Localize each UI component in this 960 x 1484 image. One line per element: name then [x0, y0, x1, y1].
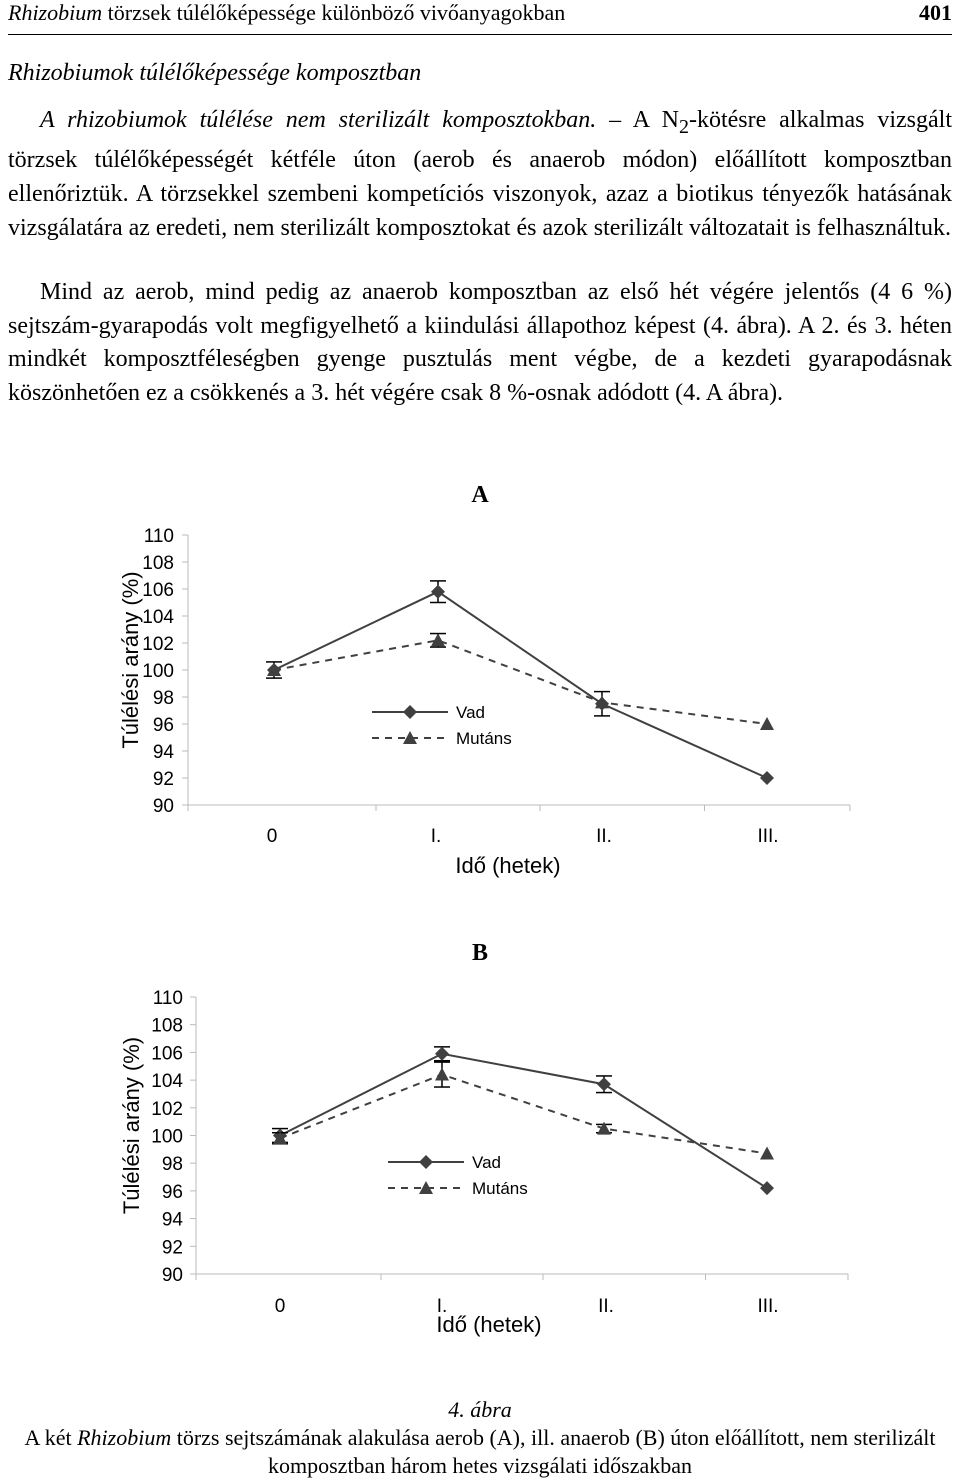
- chart-b: [0, 930, 960, 1350]
- y-tick-label: 90: [152, 796, 174, 817]
- y-tick-label: 108: [151, 1015, 183, 1037]
- y-tick-label: 110: [143, 526, 174, 547]
- series-line-vad: [280, 1054, 767, 1188]
- y-axis-label: Túlélési arány (%): [118, 571, 143, 749]
- y-tick-label: 108: [142, 553, 174, 574]
- data-point-triangle: [435, 1068, 449, 1081]
- x-tick-label: 0: [266, 826, 278, 847]
- x-tick-label: III.: [757, 1296, 779, 1317]
- paragraph-1-subscript: 2: [678, 115, 689, 138]
- y-tick-label: 98: [161, 1154, 183, 1176]
- data-point-diamond: [431, 585, 445, 599]
- legend-marker-diamond: [419, 1155, 433, 1169]
- data-point-diamond: [435, 1047, 449, 1061]
- y-axis-label: Túlélési arány (%): [119, 1036, 144, 1215]
- page-number: 401: [919, 0, 952, 25]
- x-tick-label: III.: [757, 826, 779, 847]
- paragraph-1-text-a: – A N: [596, 107, 679, 133]
- figure-caption: [8, 1424, 952, 1480]
- data-point-triangle: [597, 1122, 611, 1135]
- y-tick-label: 96: [161, 1181, 183, 1203]
- x-tick-label: II.: [596, 826, 612, 847]
- figure-caption-italic: Rhizobium: [77, 1425, 172, 1450]
- chart-title: B: [471, 940, 489, 966]
- running-header: [8, 0, 952, 35]
- x-tick-label: 0: [274, 1296, 286, 1317]
- section-title: Rhizobiumok túlélőképessége komposztban: [8, 60, 422, 86]
- running-header-title: [8, 0, 565, 26]
- y-tick-label: 90: [161, 1265, 183, 1286]
- x-axis-label: Idő (hetek): [455, 853, 561, 878]
- data-point-triangle: [431, 633, 445, 646]
- y-tick-label: 106: [151, 1043, 183, 1065]
- running-header-title-italic: Rhizobium: [8, 0, 103, 25]
- paragraph-1: [8, 104, 952, 245]
- legend-label-vad: Vad: [472, 1153, 501, 1172]
- running-header-title-rest: törzsek túlélőképessége különböző vivőanyagokban: [102, 0, 566, 25]
- paragraph-1-lead: A rhizobiumok túlélése nem sterilizált komposztokban.: [40, 107, 597, 133]
- y-tick-label: 104: [142, 607, 174, 628]
- y-tick-label: 98: [152, 688, 174, 709]
- figure-number: 4. ábra: [448, 1397, 512, 1422]
- data-point-diamond: [597, 1077, 611, 1091]
- legend-label-vad: Vad: [456, 703, 485, 722]
- y-tick-label: 104: [151, 1071, 183, 1093]
- x-axis-label: Idő (hetek): [436, 1312, 542, 1337]
- figure-caption-text-a: A két: [24, 1425, 78, 1450]
- y-tick-label: 94: [161, 1209, 183, 1231]
- x-tick-label: I.: [430, 826, 442, 847]
- series-line-mutáns: [274, 640, 767, 724]
- y-tick-label: 102: [151, 1098, 183, 1120]
- y-tick-label: 92: [161, 1237, 183, 1259]
- chart-a: [0, 470, 960, 890]
- y-tick-label: 94: [152, 742, 174, 763]
- legend-label-mutáns: Mutáns: [456, 729, 512, 748]
- data-point-triangle: [760, 1147, 774, 1160]
- y-tick-label: 100: [142, 661, 174, 682]
- y-tick-label: 102: [142, 634, 174, 655]
- legend-label-mutáns: Mutáns: [472, 1179, 528, 1198]
- paragraph-1-text-b: -kötésre alkalmas vizsgált törzsek túlélőképességét kétféle úton (aerob és anaerob módon) előállított komposztban ellenőriztük. A törzsekkel szembeni kompetíciós viszonyok, azaz a biotikus tényezők hatásának vizsgálatára az eredeti, nem sterilizált komposztokat és azok sterilizált változatait is felhasználtuk.: [8, 107, 952, 241]
- chart-title: A: [471, 482, 489, 508]
- y-tick-label: 92: [152, 769, 174, 790]
- data-point-diamond: [760, 1181, 774, 1195]
- y-tick-label: 100: [151, 1126, 183, 1148]
- data-point-diamond: [760, 771, 774, 785]
- legend-marker-diamond: [403, 705, 417, 719]
- series-line-mutáns: [280, 1075, 767, 1154]
- y-tick-label: 96: [152, 715, 174, 736]
- x-tick-label: I.: [436, 1296, 448, 1317]
- data-point-triangle: [760, 717, 774, 730]
- series-line-vad: [274, 592, 767, 778]
- y-tick-label: 106: [142, 580, 174, 601]
- paragraph-2: Mind az aerob, mind pedig az anaerob komposztban az első hét végére jelentős (4 6 %) sejtszám-gyarapodás volt megfigyelhető a kiindulási állapothoz képest (4. ábra). A 2. és 3. héten mindkét komposztféleségben gyenge pusztulás ment végbe, de a kezdeti gyarapodásnak köszönhetően ez a csökkenés a 3. hét végére csak 8 %-osnak adódott (4. A ábra).: [8, 279, 952, 406]
- x-tick-label: II.: [598, 1296, 614, 1317]
- figure-caption-text-b: törzs sejtszámának alakulása aerob (A), ill. anaerob (B) úton előállított, nem sterilizált komposztban három hetes vizsgálati időszakban: [171, 1425, 936, 1478]
- y-tick-label: 110: [152, 988, 183, 1009]
